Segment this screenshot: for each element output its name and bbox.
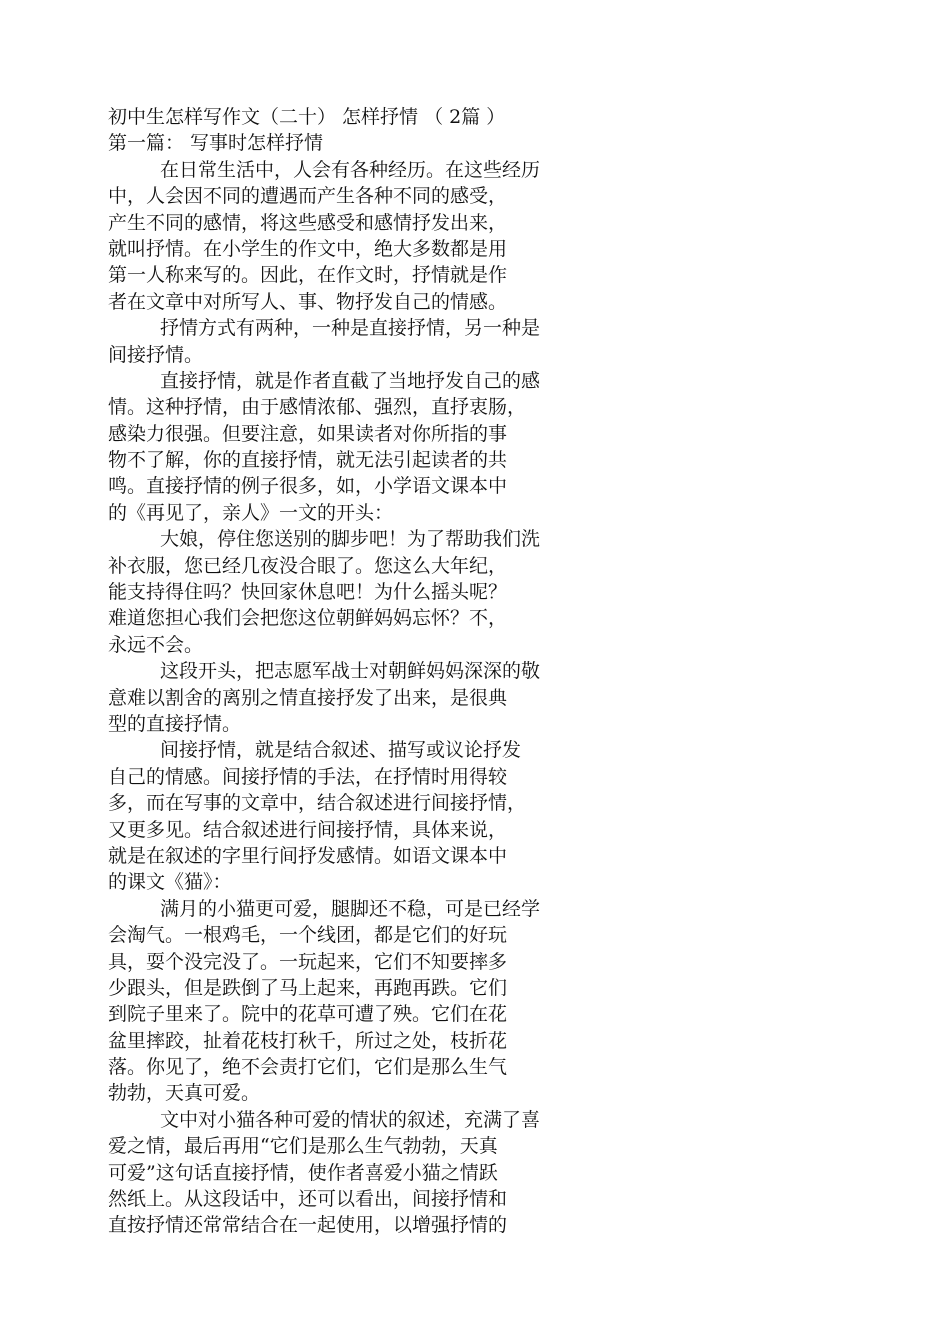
text-line: 会淘气。一根鸡毛，一个线团，都是它们的好玩 <box>108 924 508 947</box>
text-line: 直接抒情，就是作者直截了当地抒发自己的感 <box>160 369 541 392</box>
paragraph <box>108 157 856 315</box>
text-line: 具，耍个没完没了。一玩起来，它们不知要摔多 <box>108 950 508 973</box>
text-line: 鸣。直接抒情的例子很多，如，小学语文课本中 <box>108 475 508 498</box>
text-line: 又更多见。结合叙述进行间接抒情，具体来说， <box>108 818 508 841</box>
paragraph <box>108 1107 856 1239</box>
text-line: 第一人称来写的。因此，在作文时，抒情就是作 <box>108 264 508 287</box>
paragraph <box>108 658 856 737</box>
text-line: 可爱”这句话直接抒情，使作者喜爱小猫之情跃 <box>108 1161 498 1184</box>
text-line: 在日常生活中，人会有各种经历。在这些经历 <box>160 158 541 181</box>
paragraphs <box>108 157 856 1239</box>
text-line: 型的直接抒情。 <box>108 712 242 735</box>
text-line: 情。这种抒情，由于感情浓郁、强烈，直抒衷肠， <box>108 396 527 419</box>
paragraph <box>108 737 856 895</box>
document-title: 初中生怎样写作文（二十） 怎样抒情 （ 2篇 ） <box>108 106 506 128</box>
text-line: 的课文《猫》： <box>108 871 232 894</box>
document-body <box>108 104 856 1239</box>
text-line: 感染力很强。但要注意，如果读者对你所指的事 <box>108 422 508 445</box>
text-line: 补衣服，您已经几夜没合眼了。您这么大年纪， <box>108 554 508 577</box>
text-line: 爱之情，最后再用“它们是那么生气勃勃，天真 <box>108 1135 498 1158</box>
paragraph <box>108 315 856 368</box>
paragraph <box>108 896 856 1107</box>
text-line: 的《再见了，亲人》一文的开头： <box>108 501 394 524</box>
paragraph <box>108 526 856 658</box>
text-line: 抒情方式有两种，一种是直接抒情，另一种是 <box>160 317 541 340</box>
text-line: 能支持得住吗？快回家休息吧！为什么摇头呢？ <box>108 581 508 604</box>
text-line: 少跟头，但是跌倒了马上起来，再跑再跌。它们 <box>108 976 508 999</box>
text-line: 中，人会因不同的遭遇而产生各种不同的感受， <box>108 185 508 208</box>
text-line: 直按抒情还常常结合在一起使用，以增强抒情的 <box>108 1214 508 1237</box>
text-line: 就叫抒情。在小学生的作文中，绝大多数都是用 <box>108 237 508 260</box>
text-line: 多，而在写事的文章中，结合叙述进行间接抒情， <box>108 792 527 815</box>
text-line: 大娘，停住您送别的脚步吧！为了帮助我们洗 <box>160 528 541 551</box>
text-line: 间接抒情。 <box>108 343 204 366</box>
text-line: 就是在叙述的字里行间抒发感情。如语文课本中 <box>108 844 508 867</box>
text-line: 落。你见了，绝不会责打它们，它们是那么生气 <box>108 1056 508 1079</box>
text-line: 自己的情感。间接抒情的手法，在抒情时用得较 <box>108 765 508 788</box>
text-line: 满月的小猫更可爱，腿脚还不稳，可是已经学 <box>160 897 541 920</box>
text-line: 永远不会。 <box>108 633 204 656</box>
text-line: 产生不同的感情，将这些感受和感情抒发出来， <box>108 211 508 234</box>
text-line: 间接抒情，就是结合叙述、描写或议论抒发 <box>160 739 522 762</box>
section-heading: 第一篇： 写事时怎样抒情 <box>108 132 324 155</box>
paragraph <box>108 368 856 526</box>
text-line: 这段开头，把志愿军战士对朝鲜妈妈深深的敬 <box>160 660 541 683</box>
text-line: 难道您担心我们会把您这位朝鲜妈妈忘怀？不， <box>108 607 508 630</box>
text-line: 意难以割舍的离别之情直接抒发了出来，是很典 <box>108 686 508 709</box>
text-line: 盆里摔跤，扯着花枝打秋千，所过之处，枝折花 <box>108 1029 508 1052</box>
text-line: 文中对小猫各种可爱的情状的叙述，充满了喜 <box>160 1108 541 1131</box>
text-line: 勃勃，天真可爱。 <box>108 1082 261 1105</box>
text-line: 物不了解，你的直接抒情，就无法引起读者的共 <box>108 449 508 472</box>
text-line: 到院子里来了。院中的花草可遭了殃。它们在花 <box>108 1003 508 1026</box>
text-line: 然纸上。从这段话中，还可以看出，间接抒情和 <box>108 1188 508 1211</box>
text-line: 者在文章中对所写人、事、物抒发自己的情感。 <box>108 290 508 313</box>
